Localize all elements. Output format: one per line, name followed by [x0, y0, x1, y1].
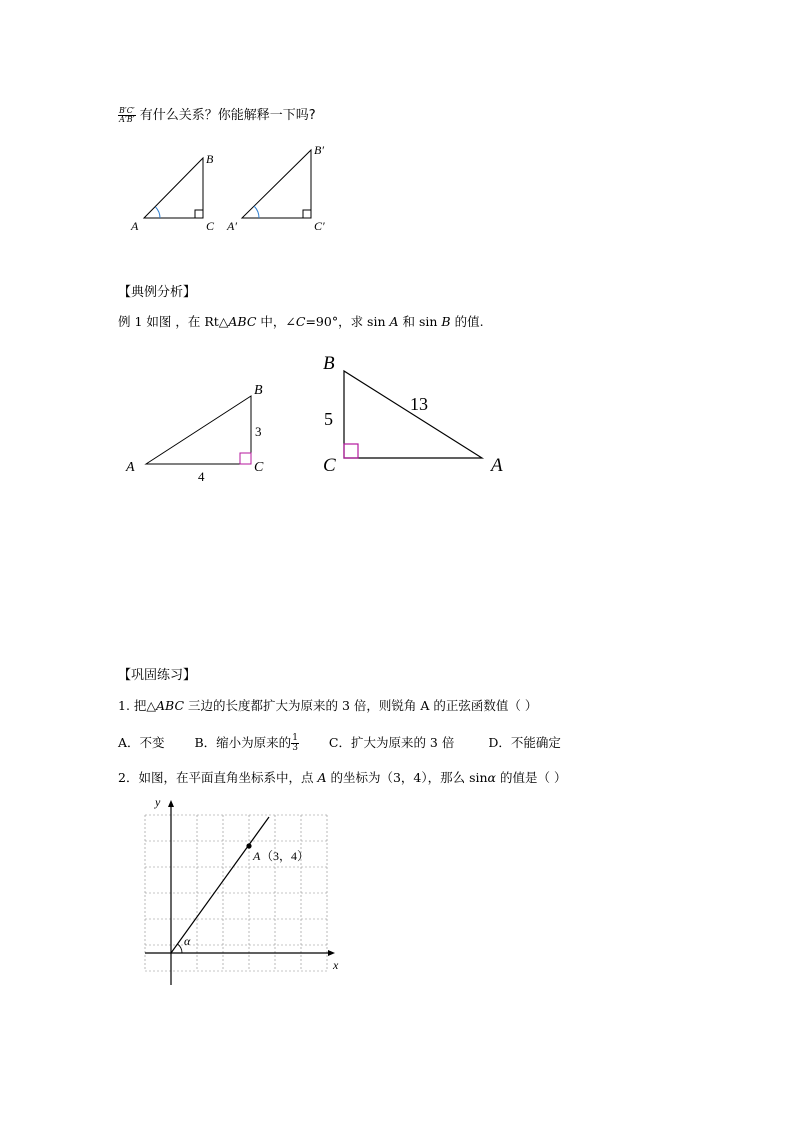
- x-axis-arrow: [328, 950, 335, 956]
- ray-oa: [171, 817, 269, 953]
- example-1-text: [118, 312, 484, 330]
- label-b: B: [323, 353, 335, 374]
- point-a: [246, 843, 251, 848]
- question-1-triangle: △ABC: [146, 698, 185, 713]
- triangle-5-13: [323, 353, 503, 476]
- question-2-text-3: 的值是（ ）: [496, 770, 567, 785]
- question-1-options: [118, 733, 561, 753]
- grid-lines: [145, 815, 327, 971]
- question-2-text-1: 2．如图，在平面直角坐标系中，点: [118, 770, 318, 785]
- option-b: [194, 733, 299, 753]
- example-1-prefix: 例 1 如图 ，在 Rt: [118, 314, 219, 329]
- right-angle-mark: [344, 444, 358, 458]
- label-a-prime: A′: [227, 219, 237, 233]
- question-1-prefix: 1. 把: [118, 698, 147, 713]
- section-heading-practice: 【巩固练习】: [118, 668, 197, 683]
- example-1-var-b: B: [441, 314, 451, 329]
- example-triangles-figure: [120, 350, 520, 490]
- fraction-denominator: A′B′: [119, 115, 135, 124]
- example-1-eq: =90°，求 sin: [305, 314, 390, 329]
- question-2-alpha: α: [487, 770, 496, 785]
- angle-a-prime-arc: [254, 206, 259, 218]
- side-ac-length: 4: [198, 469, 205, 484]
- side-bc-length: 3: [255, 424, 262, 439]
- intro-line: [118, 104, 316, 124]
- question-2-point: A: [317, 770, 327, 785]
- question-1: [118, 696, 537, 714]
- example-1-var-a: A: [389, 314, 399, 329]
- option-b-num: 1: [292, 733, 298, 743]
- label-c-prime: C′: [314, 219, 325, 233]
- option-a: A．不变: [118, 735, 165, 750]
- example-1-suffix: 的值.: [450, 314, 484, 329]
- side-bc-length: 5: [324, 409, 333, 429]
- right-angle-mark: [195, 210, 203, 218]
- option-b-text: B．缩小为原来的: [194, 735, 292, 750]
- label-b: B: [206, 152, 214, 166]
- triangle-3-4: [125, 383, 264, 484]
- label-c: C: [206, 219, 215, 233]
- section-heading-example: 【典例分析】: [118, 285, 197, 300]
- label-c: C: [323, 455, 336, 476]
- side-ab-length: 13: [410, 394, 428, 414]
- option-b-fraction: [291, 734, 299, 753]
- option-c: C．扩大为原来的 3 倍: [328, 735, 455, 750]
- label-c: C: [254, 460, 264, 475]
- option-d: D．不能确定: [488, 735, 561, 750]
- angle-a-arc: [156, 207, 161, 218]
- coordinate-grid-figure: [140, 790, 360, 990]
- fraction-numerator: B′C′: [119, 106, 135, 115]
- example-1-triangle: △ABC: [218, 314, 257, 329]
- label-a: A: [491, 455, 503, 476]
- label-a: A: [131, 219, 139, 233]
- example-1-and: 和 sin: [398, 314, 442, 329]
- x-axis-label: x: [333, 958, 339, 972]
- similar-triangles-figure: [120, 140, 340, 240]
- right-angle-mark: [240, 453, 251, 464]
- triangle-abc-prime: [226, 143, 325, 233]
- question-2: [118, 768, 566, 786]
- question-2-text-2: 的坐标为（3，4），那么 sin: [326, 770, 488, 785]
- triangle-abc: [130, 152, 215, 233]
- ratio-fraction: [118, 107, 136, 124]
- label-b: B: [254, 383, 263, 398]
- right-angle-mark: [303, 210, 311, 218]
- label-b-prime: B′: [314, 143, 324, 157]
- question-1-text: 三边的长度都扩大为原来的 3 倍，则锐角 A 的正弦函数值（ ）: [184, 698, 538, 713]
- point-a-label: A: [253, 849, 261, 863]
- label-a: A: [126, 460, 135, 475]
- option-b-den: 3: [292, 743, 298, 753]
- example-1-angle: ∠C: [285, 314, 306, 329]
- y-axis-arrow: [168, 800, 174, 807]
- angle-alpha-label: α: [184, 934, 191, 948]
- example-1-mid: 中，: [256, 314, 286, 329]
- angle-alpha-arc: [178, 944, 183, 953]
- point-a-coords: （3，4）: [261, 849, 310, 863]
- intro-question: 有什么关系？你能解释一下吗?: [139, 108, 316, 123]
- y-axis-label: y: [155, 795, 161, 809]
